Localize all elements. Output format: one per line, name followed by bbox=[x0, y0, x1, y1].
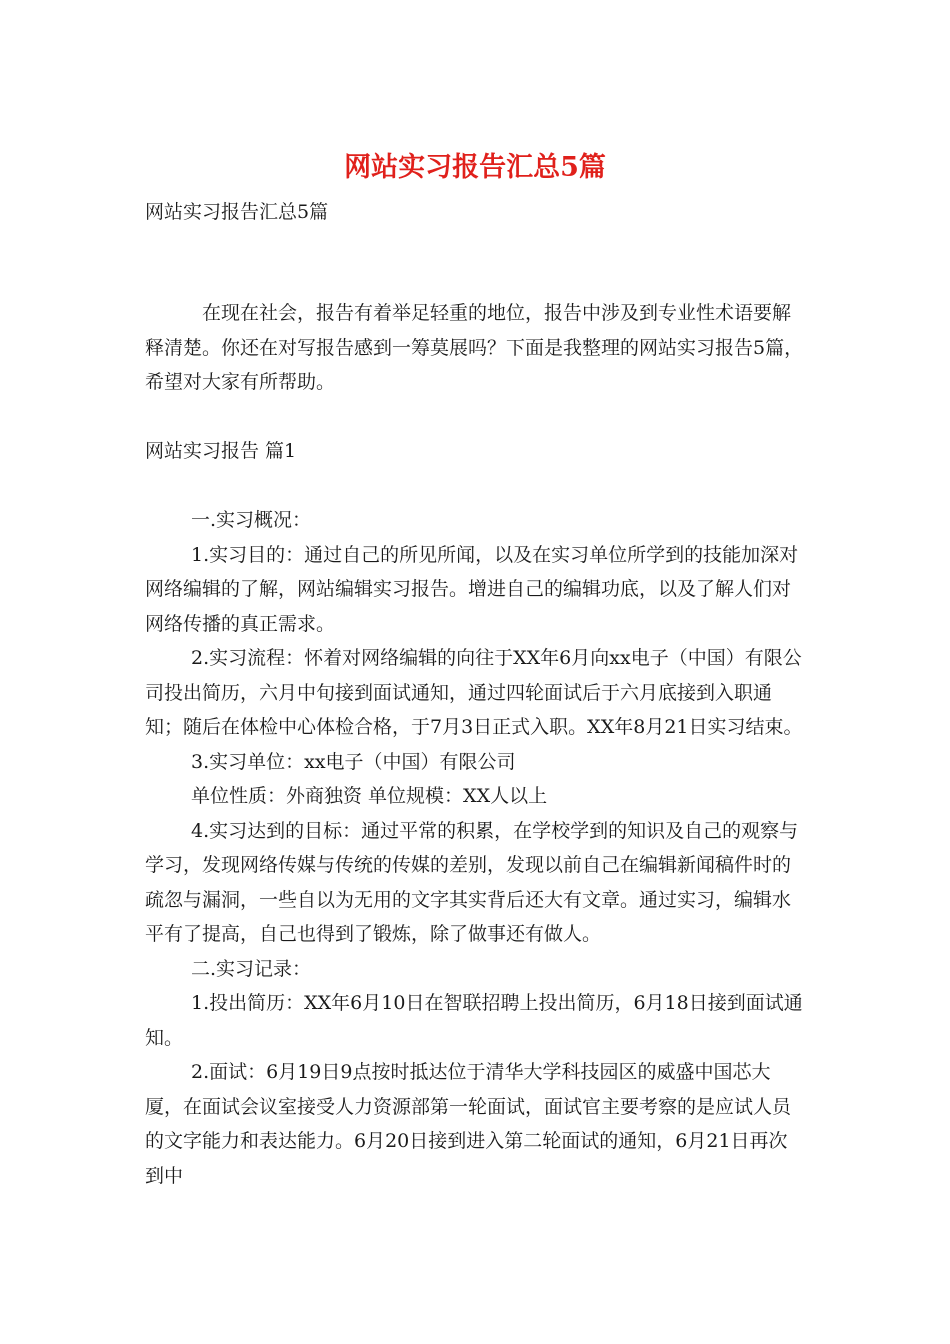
document-body bbox=[145, 296, 805, 1193]
paragraph: 1.投出简历：XX年6月10日在智联招聘上投出简历，6月18日接到面试通知。 bbox=[145, 992, 803, 1049]
paragraph: 单位性质：外商独资 单位规模：XX人以上 bbox=[191, 785, 548, 807]
document-subtitle: 网站实习报告汇总5篇 bbox=[145, 201, 329, 223]
paragraph: 2.实习流程：怀着对网络编辑的向往于XX年6月向xx电子（中国）有限公司投出简历，六月中旬接到面试通知，通过四轮面试后于六月底接到入职通知；随后在体检中心体检合格，于7月3日正式入职。XX年8月21日实习结束。 bbox=[145, 647, 803, 738]
spacer bbox=[145, 400, 805, 435]
paragraph: 一.实习概况： bbox=[191, 509, 312, 531]
paragraph: 3.实习单位：xx电子（中国）有限公司 bbox=[191, 750, 516, 773]
intro-paragraph: 在现在社会，报告有着举足轻重的地位，报告中涉及到专业性术语要解释清楚。你还在对写报告感到一筹莫展吗？下面是我整理的网站实习报告5篇，希望对大家有所帮助。 bbox=[145, 302, 804, 393]
paragraph: 4.实习达到的目标：通过平常的积累，在学校学到的知识及自己的观察与学习，发现网络传媒与传统的传媒的差别，发现以前自己在编辑新闻稿件时的疏忽与漏洞，一些自以为无用的文字其实背后还大有文章。通过实习，编辑水平有了提高，自己也得到了锻炼，除了做事还有做人。 bbox=[145, 819, 799, 945]
paragraph: 二.实习记录： bbox=[191, 957, 312, 980]
section-heading: 网站实习报告 篇1 bbox=[145, 440, 297, 462]
paragraph: 2.面试：6月19日9点按时抵达位于清华大学科技园区的威盛中国芯大厦，在面试会议室接受人力资源部第一轮面试，面试官主要考察的是应试人员的文字能力和表达能力。6月20日接到进入第二轮面试的通知，6月21日再次到中 bbox=[145, 1061, 792, 1187]
spacer bbox=[145, 469, 805, 504]
document-title: 网站实习报告汇总5篇 bbox=[344, 152, 606, 183]
paragraph: 1.实习目的：通过自己的所见所闻，以及在实习单位所学到的技能加深对网络编辑的了解，网站编辑实习报告。增进自己的编辑功底，以及了解人们对网络传播的真正需求。 bbox=[145, 543, 799, 635]
